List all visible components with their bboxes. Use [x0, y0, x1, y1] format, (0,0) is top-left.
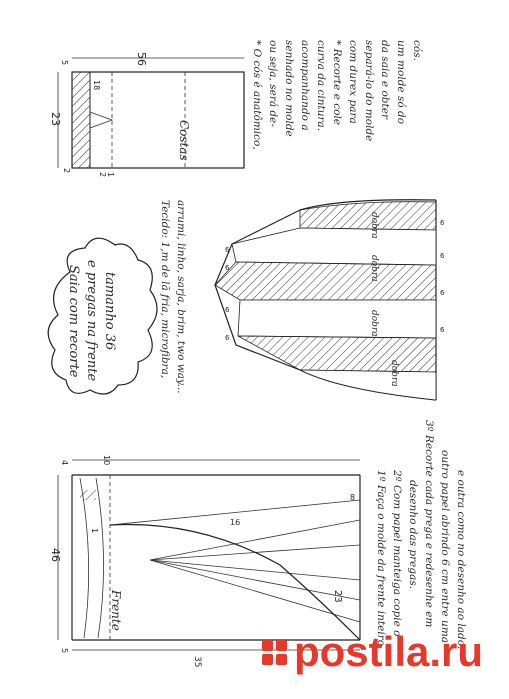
front-waist-measure: 1	[90, 528, 99, 534]
watermark	[262, 628, 483, 675]
front-piece-label: Frente	[109, 590, 123, 631]
front-seg-measure: 8	[350, 493, 356, 502]
fold-measure-1: 6	[440, 252, 445, 260]
back-piece-label: Costas	[177, 120, 191, 161]
instruction-line-4: outro papel abrindo 6 cm entre uma	[439, 450, 451, 644]
front-hip-measure: 16	[230, 518, 241, 527]
fabric-note	[159, 200, 187, 394]
instruction-line-1: 2º Com papel manteiga copie o	[391, 470, 403, 637]
waistband-note-line-9: um molde só do	[395, 40, 407, 125]
fabric-note-line-1: arrumi, linho, sarja, brim, two way...	[175, 200, 187, 394]
back-side-a-measure: 2	[98, 172, 107, 178]
back-dart-measure: 18	[92, 80, 101, 91]
title-line-2: tamanho 36	[102, 272, 117, 351]
fold-measure-7: 6	[225, 334, 230, 342]
waistband-note-line-4: curva da cintura.	[315, 40, 327, 132]
fold-measure-0: 6	[440, 219, 445, 227]
front-top-b-measure: 5	[60, 648, 69, 654]
waistband-note-line-7: separá-lo do molde	[363, 40, 375, 142]
front-top-c-measure: 10	[102, 455, 111, 466]
fold-piece	[215, 200, 445, 400]
title-cloud	[48, 238, 157, 394]
fold-label-1: dobra	[369, 255, 379, 282]
instruction-line-2: desenho das pregas.	[407, 480, 419, 590]
front-length-measure: 46	[49, 548, 62, 562]
waistband-note-line-5: * Recorte e cole	[331, 40, 343, 126]
waistband-note-lines	[251, 40, 423, 150]
back-piece	[49, 52, 244, 177]
instruction-line-0: 1º Faça o molde da frente inteiro.	[375, 470, 387, 650]
back-width-measure: 23	[49, 112, 62, 126]
back-top-b-measure: 5	[60, 60, 69, 66]
watermark-logo-icon	[262, 640, 287, 665]
waistband-note-line-8: da saia e obter	[379, 40, 391, 119]
waistband-note-line-2: senhado no molde	[283, 40, 295, 137]
fold-measure-2: 6	[440, 289, 445, 297]
front-side-measure: 35	[192, 656, 202, 668]
waistband-note-line-10: cós.	[411, 40, 423, 61]
fold-label-3: dobra	[389, 360, 399, 387]
waistband-note-line-0: * O cós é anatômico,	[251, 40, 263, 150]
fold-measure-6: 6	[225, 306, 230, 314]
front-top-a-measure: 4	[60, 460, 69, 466]
title-line-0: Saia com recorte	[66, 265, 81, 378]
instruction-line-5: e outra como no desenho ao lado.	[455, 470, 467, 650]
watermark-text: postila.ru	[294, 628, 484, 675]
fabric-note-line-0: Tecido: 1,m de lã fria, microfibra,	[159, 200, 171, 379]
fold-measure-3: 6	[440, 326, 445, 334]
instruction-line-3: 3º Recorte cada prega e redesenhe em	[423, 420, 435, 628]
title-line-1: e pregas na frente	[84, 260, 99, 382]
waistband-note-line-1: ou seja, será de-	[267, 40, 279, 127]
waistband-note-line-3: acompanhando a	[299, 40, 311, 131]
fold-measure-5: 6	[225, 264, 230, 272]
back-top-a-measure: 2	[62, 168, 71, 174]
fold-measure-4: 6	[225, 246, 230, 254]
fold-label-2: dobra	[369, 310, 379, 337]
back-side-b-measure: 1	[106, 172, 115, 178]
fold-label-0: dobra	[369, 212, 379, 239]
waistband-note-line-6: com durex para	[347, 40, 359, 124]
front-width-measure: 23	[332, 590, 343, 603]
instructions	[375, 420, 467, 649]
back-length-measure: 56	[135, 52, 148, 66]
